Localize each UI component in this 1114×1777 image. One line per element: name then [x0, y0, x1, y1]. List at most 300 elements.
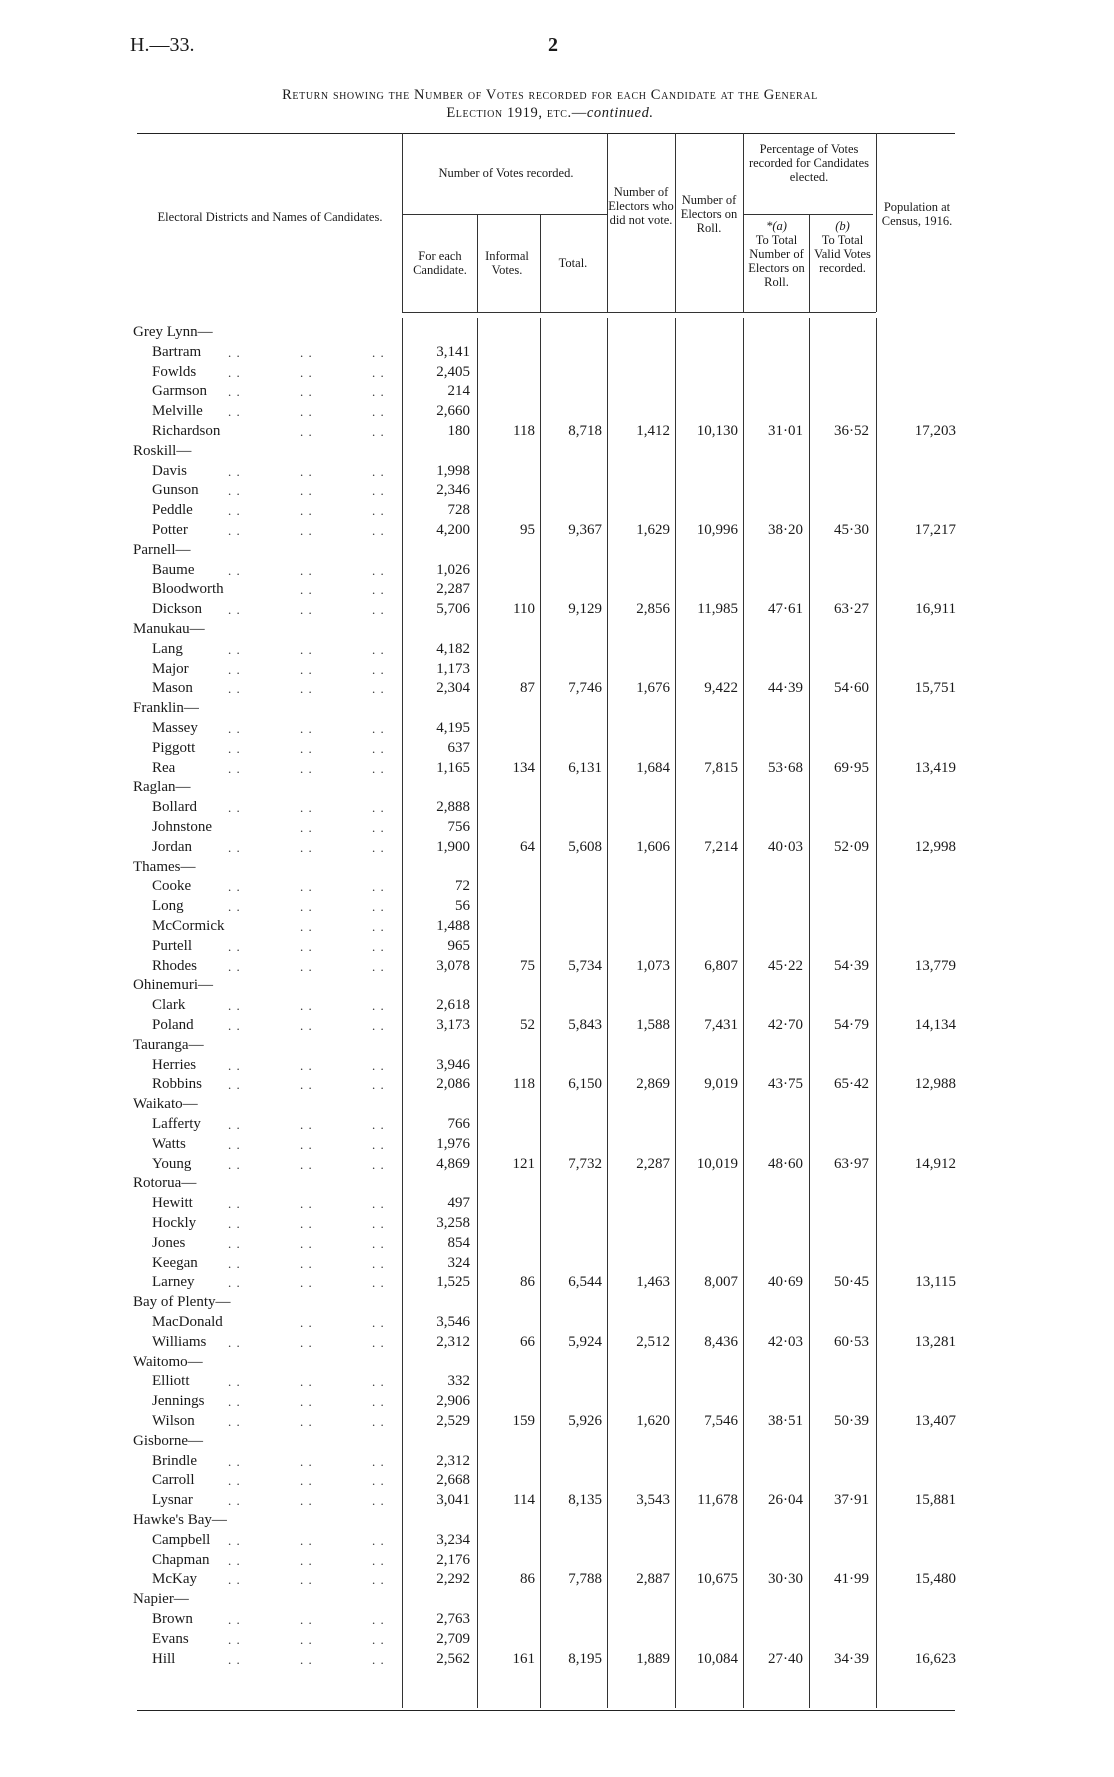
leader-dots: . .: [372, 1018, 385, 1033]
leader-dots: . .: [372, 384, 385, 400]
leader-dots: . .: [228, 800, 241, 816]
leader-dots: . .: [372, 1493, 385, 1509]
candidate-name: Piggott: [152, 739, 196, 756]
leader-dots: . .: [300, 344, 313, 360]
district-population: 13,419: [914, 759, 956, 776]
candidate-name: Johnstone: [152, 819, 212, 835]
district-pct-a: 38·51: [768, 1413, 803, 1429]
leader-dots: . .: [300, 899, 313, 915]
leader-dots: . .: [228, 839, 241, 855]
body-column-divider: [540, 318, 541, 1708]
candidate-votes: 766: [447, 1116, 470, 1132]
body-column-divider: [876, 318, 877, 1708]
district-name: Roskill—: [133, 442, 192, 459]
district-on-roll: 7,815: [704, 759, 738, 776]
leader-dots: . .: [228, 641, 241, 657]
district-not-voted: 1,629: [636, 522, 670, 538]
district-name: Thames—: [133, 858, 196, 875]
candidate-votes: 497: [447, 1195, 470, 1212]
candidate-name: Larney: [152, 1274, 195, 1291]
candidate-votes: 4,182: [436, 640, 470, 657]
district-informal: 64: [520, 838, 535, 855]
district-on-roll: 10,130: [696, 423, 738, 439]
district-on-roll: 9,019: [704, 1076, 738, 1093]
district-name: Grey Lynn—: [133, 324, 213, 340]
candidate-votes: 2,763: [436, 1611, 470, 1627]
header-pct-a: [744, 219, 809, 289]
leader-dots: . .: [372, 424, 385, 439]
leader-dots: . .: [228, 483, 241, 499]
leader-dots: . .: [300, 1156, 313, 1172]
candidate-votes: 2,312: [436, 1452, 470, 1469]
district-pct-b: 54·60: [834, 680, 869, 697]
candidate-votes: 4,869: [436, 1155, 470, 1172]
leader-dots: . .: [372, 1394, 385, 1410]
district-total: 7,732: [568, 1155, 602, 1172]
title-continued: continued.: [586, 105, 654, 121]
leader-dots: . .: [228, 1473, 241, 1489]
candidate-name: Rea: [152, 759, 176, 776]
district-on-roll: 7,431: [704, 1017, 738, 1033]
candidate-name: Gunson: [152, 482, 199, 499]
district-population: 17,203: [914, 423, 956, 439]
leader-dots: . .: [300, 641, 313, 657]
district-total: 5,926: [568, 1413, 602, 1429]
district-not-voted: 1,889: [636, 1650, 670, 1667]
district-not-voted: 1,463: [636, 1274, 670, 1291]
district-population: 13,115: [915, 1274, 956, 1291]
candidate-name: Robbins: [152, 1076, 203, 1093]
district-name: Manukau—: [133, 621, 205, 637]
leader-dots: . .: [228, 1216, 241, 1231]
leader-dots: . .: [300, 1473, 313, 1489]
leader-dots: . .: [228, 344, 241, 360]
district-total: 6,131: [568, 759, 602, 776]
leader-dots: . .: [300, 740, 313, 756]
candidate-name: Jennings: [152, 1393, 205, 1410]
leader-dots: . .: [228, 681, 241, 697]
district-pct-a: 44·39: [768, 680, 803, 697]
district-not-voted: 2,856: [636, 601, 670, 618]
district-not-voted: 1,676: [636, 680, 670, 697]
leader-dots: . .: [228, 1493, 241, 1509]
leader-dots: . .: [300, 1235, 313, 1251]
leader-dots: . .: [372, 998, 385, 1014]
district-name: Gisborne—: [133, 1432, 203, 1449]
candidate-votes: 2,709: [436, 1630, 470, 1647]
district-informal: 52: [520, 1017, 535, 1033]
district-population: 16,623: [914, 1650, 956, 1667]
district-pct-b: 69·95: [834, 759, 869, 776]
candidate-name: Brindle: [152, 1452, 197, 1469]
district-on-roll: 7,214: [704, 838, 738, 855]
leader-dots: . .: [372, 1216, 385, 1231]
district-not-voted: 2,869: [636, 1076, 670, 1093]
district-population: 15,881: [914, 1492, 956, 1509]
leader-dots: . .: [372, 483, 385, 499]
page-reference: H.—33.: [130, 34, 195, 56]
header-column-divider: [607, 133, 608, 312]
leader-dots: . .: [228, 1156, 241, 1172]
candidate-votes: 3,234: [436, 1531, 470, 1548]
district-name: Bay of Plenty—: [133, 1294, 231, 1311]
leader-dots: . .: [300, 364, 313, 380]
header-percentage: Percentage of Votes recorded for Candidates elected.: [748, 142, 870, 184]
district-pct-b: 50·45: [834, 1274, 869, 1291]
district-total: 7,746: [568, 680, 602, 697]
leader-dots: . .: [300, 721, 313, 736]
district-on-roll: 7,546: [704, 1413, 738, 1429]
candidate-name: Wilson: [152, 1413, 195, 1429]
district-total: 5,608: [568, 838, 602, 855]
candidate-name: Lang: [152, 640, 183, 657]
header-column-divider: [477, 214, 478, 312]
leader-dots: . .: [300, 1275, 313, 1291]
district-population: 13,779: [914, 957, 956, 974]
candidate-name: Long: [152, 898, 184, 915]
leader-dots: . .: [300, 404, 313, 420]
leader-dots: . .: [300, 582, 313, 598]
district-total: 8,195: [568, 1650, 602, 1667]
leader-dots: . .: [372, 721, 385, 736]
district-pct-a: 31·01: [768, 423, 803, 439]
candidate-name: Hewitt: [152, 1195, 193, 1212]
header-votes-recorded: Number of Votes recorded.: [438, 166, 574, 180]
leader-dots: . .: [372, 760, 385, 776]
header-population: Population at Census, 1916.: [881, 200, 953, 228]
candidate-votes: 2,562: [436, 1650, 470, 1667]
district-total: 5,924: [568, 1333, 602, 1350]
leader-dots: . .: [372, 1077, 385, 1093]
header-pct-b-text: To Total Valid Votes recorded.: [814, 233, 871, 275]
district-on-roll: 11,678: [697, 1492, 738, 1509]
leader-dots: . .: [300, 1612, 313, 1627]
district-informal: 66: [520, 1333, 535, 1350]
district-population: 14,134: [914, 1017, 956, 1033]
header-column-divider: [675, 133, 676, 312]
district-pct-a: 53·68: [768, 759, 803, 776]
candidate-votes: 756: [447, 819, 470, 835]
district-total: 7,788: [568, 1571, 602, 1588]
candidate-name: Fowlds: [152, 363, 197, 380]
leader-dots: . .: [228, 899, 241, 915]
candidate-votes: 2,312: [436, 1333, 470, 1350]
leader-dots: . .: [372, 1196, 385, 1212]
district-informal: 86: [520, 1571, 535, 1588]
header-column-divider: [540, 214, 541, 312]
district-pct-a: 45·22: [768, 957, 803, 974]
header-for-each: For each Candidate.: [413, 249, 467, 277]
leader-dots: . .: [372, 1552, 385, 1568]
leader-dots: . .: [300, 661, 313, 677]
leader-dots: . .: [372, 1374, 385, 1390]
leader-dots: . .: [228, 1117, 241, 1132]
candidate-name: McKay: [152, 1571, 197, 1588]
leader-dots: . .: [228, 760, 241, 776]
district-total: 9,129: [568, 601, 602, 618]
leader-dots: . .: [300, 1453, 313, 1469]
leader-dots: . .: [372, 463, 385, 479]
leader-dots: . .: [300, 839, 313, 855]
district-informal: 118: [513, 423, 535, 439]
candidate-name: Elliott: [152, 1373, 190, 1390]
candidate-votes: 1,976: [436, 1135, 470, 1152]
leader-dots: . .: [372, 958, 385, 974]
title-line-1: Return showing the Number of Votes recorded for each Candidate at the General: [282, 87, 818, 103]
leader-dots: . .: [372, 641, 385, 657]
candidate-votes: 1,173: [436, 660, 470, 677]
candidate-name: Dickson: [152, 601, 202, 618]
district-pct-b: 50·39: [834, 1413, 869, 1429]
district-name: Waikato—: [133, 1096, 198, 1113]
leader-dots: . .: [228, 1077, 241, 1093]
candidate-name: Clark: [152, 997, 186, 1014]
header-column-divider: [743, 133, 744, 312]
candidate-votes: 637: [447, 739, 470, 756]
candidate-name: Evans: [152, 1630, 189, 1647]
district-pct-a: 43·75: [768, 1076, 803, 1093]
district-name: Franklin—: [133, 700, 199, 717]
header-not-voted: Number of Electors who did not vote.: [608, 185, 674, 227]
district-not-voted: 1,684: [636, 759, 670, 776]
candidate-votes: 3,078: [436, 957, 470, 974]
leader-dots: . .: [300, 1117, 313, 1132]
candidate-votes: 1,165: [436, 759, 470, 776]
candidate-votes: 72: [455, 878, 470, 895]
leader-dots: . .: [300, 998, 313, 1014]
candidate-votes: 2,668: [436, 1472, 470, 1489]
leader-dots: . .: [372, 562, 385, 578]
leader-dots: . .: [300, 562, 313, 578]
leader-dots: . .: [372, 879, 385, 895]
title-line-2-text: Election 1919, etc.—: [446, 105, 587, 121]
candidate-votes: 965: [447, 937, 470, 954]
leader-dots: . .: [372, 602, 385, 618]
leader-dots: . .: [300, 523, 313, 538]
district-population: 16,911: [915, 601, 956, 618]
candidate-votes: 4,200: [436, 522, 470, 538]
candidate-votes: 3,141: [436, 343, 470, 360]
candidate-name: Garmson: [152, 383, 207, 400]
district-pct-a: 42·70: [768, 1017, 803, 1033]
district-name: Tauranga—: [133, 1036, 204, 1053]
district-pct-b: 54·39: [834, 957, 869, 974]
header-column-divider: [809, 214, 810, 312]
candidate-name: Peddle: [152, 502, 193, 519]
district-informal: 110: [513, 601, 535, 618]
district-name: Hawke's Bay—: [133, 1512, 227, 1528]
leader-dots: . .: [300, 1334, 313, 1350]
header-informal: Informal Votes.: [485, 249, 529, 277]
candidate-votes: 2,287: [436, 581, 470, 598]
page-title: [120, 86, 980, 122]
district-total: 9,367: [568, 522, 602, 538]
leader-dots: . .: [228, 1275, 241, 1291]
leader-dots: . .: [372, 681, 385, 697]
district-total: 8,135: [568, 1492, 602, 1509]
leader-dots: . .: [372, 1136, 385, 1152]
leader-dots: . .: [372, 919, 385, 934]
leader-dots: . .: [372, 740, 385, 756]
candidate-name: Chapman: [152, 1551, 210, 1568]
leader-dots: . .: [228, 1235, 241, 1251]
header-pct-b-label: (b): [835, 219, 850, 233]
leader-dots: . .: [372, 1651, 385, 1667]
candidate-votes: 1,998: [436, 462, 470, 479]
district-population: 15,751: [914, 680, 956, 697]
district-informal: 118: [513, 1076, 535, 1093]
candidate-votes: 56: [455, 898, 470, 915]
candidate-name: Jordan: [152, 838, 192, 855]
candidate-votes: 2,176: [436, 1551, 470, 1568]
leader-dots: . .: [300, 760, 313, 776]
district-population: 12,998: [914, 838, 956, 855]
district-not-voted: 1,412: [636, 423, 670, 439]
candidate-name: Bollard: [152, 799, 197, 816]
leader-dots: . .: [300, 1018, 313, 1033]
leader-dots: . .: [228, 384, 241, 400]
leader-dots: . .: [300, 820, 313, 835]
district-informal: 134: [512, 759, 535, 776]
district-pct-a: 27·40: [768, 1650, 803, 1667]
leader-dots: . .: [372, 1334, 385, 1350]
candidate-name: Poland: [152, 1017, 194, 1033]
leader-dots: . .: [300, 424, 313, 439]
leader-dots: . .: [300, 879, 313, 895]
header-pct-b: [810, 219, 875, 275]
candidate-votes: 5,706: [436, 601, 470, 618]
candidate-name: Lafferty: [152, 1116, 201, 1132]
leader-dots: . .: [300, 1136, 313, 1152]
district-on-roll: 6,807: [704, 957, 738, 974]
district-not-voted: 1,606: [636, 838, 670, 855]
leader-dots: . .: [228, 1196, 241, 1212]
district-not-voted: 1,588: [636, 1017, 670, 1033]
leader-dots: . .: [300, 1651, 313, 1667]
leader-dots: . .: [228, 1532, 241, 1548]
leader-dots: . .: [228, 463, 241, 479]
district-on-roll: 10,019: [696, 1155, 738, 1172]
district-pct-b: 36·52: [834, 423, 869, 439]
header-pct-a-text: To Total Number of Electors on Roll.: [748, 233, 805, 289]
district-pct-a: 40·69: [768, 1274, 803, 1291]
candidate-votes: 854: [447, 1234, 470, 1251]
candidate-name: Richardson: [152, 423, 221, 439]
header-column-divider: [876, 133, 877, 312]
leader-dots: . .: [300, 800, 313, 816]
leader-dots: . .: [372, 1315, 385, 1330]
candidate-name: Herries: [152, 1056, 197, 1073]
leader-dots: . .: [300, 1414, 313, 1429]
leader-dots: . .: [372, 1612, 385, 1627]
candidate-votes: 3,258: [436, 1215, 470, 1231]
district-total: 5,734: [568, 957, 602, 974]
leader-dots: . .: [300, 1631, 313, 1647]
district-population: 14,912: [914, 1155, 956, 1172]
candidate-name: Mason: [152, 680, 193, 697]
leader-dots: . .: [300, 1394, 313, 1410]
district-on-roll: 8,436: [704, 1333, 738, 1350]
leader-dots: . .: [228, 1612, 241, 1627]
leader-dots: . .: [228, 1374, 241, 1390]
candidate-votes: 2,405: [436, 363, 470, 380]
district-total: 8,718: [568, 423, 602, 439]
leader-dots: . .: [228, 1334, 241, 1350]
body-column-divider: [477, 318, 478, 1708]
candidate-votes: 2,529: [436, 1413, 470, 1429]
page-number: 2: [548, 34, 558, 56]
leader-dots: . .: [300, 483, 313, 499]
district-name: Rotorua—: [133, 1175, 197, 1192]
leader-dots: . .: [228, 1414, 241, 1429]
leader-dots: . .: [228, 879, 241, 895]
leader-dots: . .: [300, 919, 313, 934]
district-pct-b: 41·99: [834, 1571, 869, 1588]
leader-dots: . .: [372, 582, 385, 598]
header-districts: Electoral Districts and Names of Candidates.: [157, 210, 383, 224]
body-column-divider: [607, 318, 608, 1708]
candidate-name: Williams: [152, 1333, 207, 1350]
leader-dots: . .: [228, 1255, 241, 1271]
leader-dots: . .: [228, 721, 241, 736]
leader-dots: . .: [372, 839, 385, 855]
leader-dots: . .: [300, 602, 313, 618]
district-pct-a: 47·61: [768, 601, 803, 618]
district-total: 6,150: [568, 1076, 602, 1093]
candidate-name: Baume: [152, 561, 195, 578]
candidate-name: Davis: [152, 462, 187, 479]
leader-dots: . .: [372, 1117, 385, 1132]
leader-dots: . .: [300, 503, 313, 519]
district-pct-a: 42·03: [768, 1333, 803, 1350]
candidate-votes: 1,900: [436, 838, 470, 855]
leader-dots: . .: [228, 740, 241, 756]
candidate-votes: 2,292: [436, 1571, 470, 1588]
leader-dots: . .: [372, 938, 385, 954]
candidate-name: Rhodes: [152, 957, 197, 974]
candidate-name: Brown: [152, 1611, 193, 1627]
leader-dots: . .: [300, 938, 313, 954]
candidate-name: Bloodworth: [152, 581, 224, 598]
district-on-roll: 10,675: [696, 1571, 738, 1588]
candidate-name: Purtell: [152, 937, 192, 954]
district-informal: 86: [520, 1274, 535, 1291]
district-on-roll: 11,985: [697, 601, 738, 618]
district-pct-a: 26·04: [768, 1492, 803, 1509]
district-not-voted: 3,543: [636, 1492, 670, 1509]
candidate-votes: 3,946: [436, 1056, 470, 1073]
candidate-name: Hill: [152, 1650, 176, 1667]
candidate-votes: 2,346: [436, 482, 470, 499]
candidate-name: Melville: [152, 403, 203, 420]
leader-dots: . .: [300, 1374, 313, 1390]
leader-dots: . .: [228, 503, 241, 519]
district-informal: 95: [520, 522, 535, 538]
leader-dots: . .: [228, 1453, 241, 1469]
header-on-roll: Number of Electors on Roll.: [680, 193, 738, 235]
candidate-votes: 728: [447, 502, 470, 519]
district-population: 15,480: [914, 1571, 956, 1588]
district-population: 13,407: [914, 1413, 956, 1429]
district-name: Raglan—: [133, 779, 191, 796]
leader-dots: . .: [300, 463, 313, 479]
district-on-roll: 9,422: [704, 680, 738, 697]
header-bottom-rule: [402, 312, 876, 313]
district-informal: 121: [512, 1155, 535, 1172]
body-column-divider: [402, 318, 403, 1708]
district-pct-b: 60·53: [834, 1333, 869, 1350]
candidate-votes: 4,195: [436, 720, 470, 736]
